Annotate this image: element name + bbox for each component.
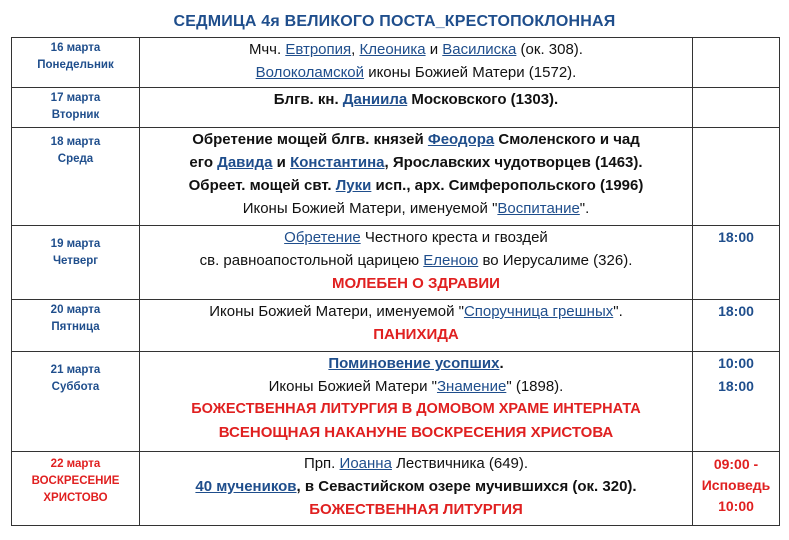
description-cell [140, 38, 693, 88]
service-label: ВСЕНОЩНАЯ НАКАНУНЕ ВОСКРЕСЕНИЯ ХРИСТОВА [218, 424, 614, 441]
date-cell [12, 128, 140, 226]
feast-link[interactable]: Поминовение усопших [328, 355, 500, 372]
time-cell [693, 300, 780, 352]
date-cell [12, 38, 140, 88]
saint-link[interactable]: Давида [217, 154, 273, 171]
desc-line: Иконы Божией Матери, именуемой "Споручница грешных". [209, 303, 623, 320]
saint-link[interactable]: Феодора [427, 131, 495, 148]
service-label: БОЖЕСТВЕННАЯ ЛИТУРГИЯ В ДОМОВОМ ХРАМЕ ИНТЕРНАТА [191, 401, 641, 417]
desc-line: Поминовение усопших. [328, 355, 504, 372]
time-cell [693, 226, 780, 300]
time-cell [693, 452, 780, 526]
description-cell [140, 352, 693, 452]
saint-link[interactable]: Константина [290, 154, 385, 171]
time-cell [693, 352, 780, 452]
date-label: 18 марта [50, 136, 101, 148]
service-time: 18:00 [718, 229, 754, 245]
table-row [12, 352, 780, 452]
icon-link[interactable]: Волоколамской [255, 64, 365, 81]
date-label: 20 марта [50, 304, 101, 316]
icon-link[interactable]: Споручница грешных [463, 303, 614, 320]
icon-link[interactable]: Воспитание [497, 200, 580, 217]
weekday-label: Понедельник [37, 59, 114, 71]
desc-line: его Давида и Константина, Ярославских чудотворцев (1463). [189, 154, 643, 171]
weekday-label: Вторник [51, 109, 100, 121]
desc-line: Обретение Честного креста и гвоздей [284, 229, 548, 246]
time-cell [693, 128, 780, 226]
desc-line: Мчч. Евтропия, Клеоника и Василиска (ок. 308). [249, 41, 583, 58]
date-label: 21 марта [50, 364, 101, 376]
service-time: 18:00 [718, 303, 754, 319]
saint-link[interactable]: Луки [335, 177, 372, 194]
feast-link[interactable]: Обретение [284, 229, 361, 246]
date-cell [12, 452, 140, 526]
date-cell [12, 352, 140, 452]
date-label: 19 марта [50, 238, 101, 250]
desc-line: 40 мучеников, в Севастийском озере мучившихся (ок. 320). [195, 478, 637, 495]
description-cell [140, 226, 693, 300]
saint-link[interactable]: Еленою [423, 252, 479, 269]
desc-line: Обреет. мощей свт. Луки исп., арх. Симферопольского (1996) [188, 177, 644, 194]
weekday-label: Пятница [51, 321, 100, 333]
table-row [12, 88, 780, 128]
saint-link[interactable]: Василиска [442, 41, 517, 58]
table-row [12, 128, 780, 226]
description-cell [140, 300, 693, 352]
date-label: 17 марта [50, 92, 101, 104]
saint-link[interactable]: 40 мучеников [195, 478, 297, 495]
date-label: 16 марта [50, 42, 101, 54]
date-label: 22 марта [50, 458, 101, 470]
desc-line: Волоколамской иконы Божией Матери (1572). [255, 64, 577, 81]
weekday-label: Четверг [52, 255, 99, 267]
table-row [12, 226, 780, 300]
date-cell [12, 226, 140, 300]
time-cell [693, 38, 780, 88]
service-label: МОЛЕБЕН О ЗДРАВИИ [332, 275, 500, 292]
service-time: 09:00 - [713, 456, 759, 472]
confession-label: Исповедь [701, 477, 771, 493]
desc-line: Обретение мощей блгв. князей Феодора Смоленского и чад [192, 131, 640, 148]
desc-line: Прп. Иоанна Лествичника (649). [303, 455, 529, 472]
icon-link[interactable]: Знамение [436, 378, 507, 395]
service-label: ПАНИХИДА [373, 326, 459, 343]
description-cell [140, 452, 693, 526]
table-row [12, 452, 780, 526]
description-cell [140, 128, 693, 226]
table-row [12, 300, 780, 352]
date-cell [12, 88, 140, 128]
weekday-label: Суббота [51, 381, 100, 393]
service-time: 10:00 [718, 355, 754, 371]
weekday-label: ВОСКРЕСЕНИЕ [31, 475, 120, 487]
time-cell [693, 88, 780, 128]
weekday-label: ХРИСТОВО [43, 492, 108, 504]
service-label: БОЖЕСТВЕННАЯ ЛИТУРГИЯ [309, 501, 523, 518]
saint-link[interactable]: Евтропия [285, 41, 352, 58]
service-time: 18:00 [718, 378, 754, 394]
saint-link[interactable]: Клеоника [359, 41, 426, 58]
desc-line: Блгв. кн. Даниила Московского (1303). [273, 91, 559, 108]
date-cell [12, 300, 140, 352]
desc-line: Иконы Божией Матери, именуемой "Воспитание". [242, 200, 590, 217]
description-cell [140, 88, 693, 128]
desc-line: Иконы Божией Матери "Знамение" (1898). [268, 378, 564, 395]
table-row [12, 38, 780, 88]
page-title: СЕДМИЦА 4я ВЕЛИКОГО ПОСТА_КРЕСТОПОКЛОННАЯ [173, 13, 616, 30]
schedule-table [11, 37, 780, 526]
saint-link[interactable]: Даниила [342, 91, 408, 108]
service-time: 10:00 [718, 498, 754, 514]
weekday-label: Среда [57, 153, 94, 165]
saint-link[interactable]: Иоанна [339, 455, 392, 472]
desc-line: св. равноапостольной царицею Еленою во Иерусалиме (326). [199, 252, 633, 269]
